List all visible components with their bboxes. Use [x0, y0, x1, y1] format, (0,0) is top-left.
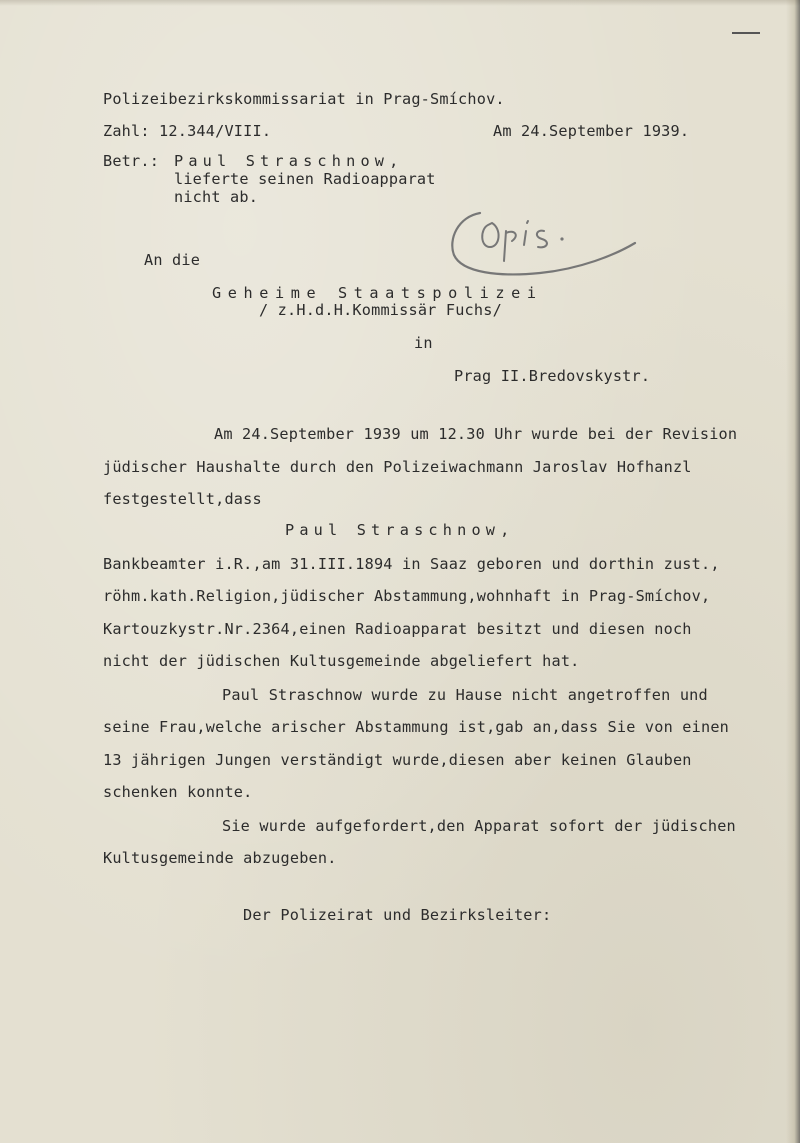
paper-edge-top	[0, 0, 800, 6]
body-line-3: festgestellt,dass	[103, 490, 262, 508]
pencil-annotation	[440, 195, 650, 285]
body-line-5: röhm.kath.Religion,jüdischer Abstammung,wohnhaft in Prag-Smíchov,	[103, 587, 711, 605]
body-line-9: seine Frau,welche arischer Abstammung ist,gab an,dass Sie von einen	[103, 718, 730, 736]
body-line-10: 13 jährigen Jungen verständigt wurde,diesen aber keinen Glauben	[103, 751, 692, 769]
reference-number: Zahl: 12.344/VIII.	[103, 122, 272, 140]
body-line-12: Sie wurde aufgefordert,den Apparat sofort der jüdischen	[222, 817, 736, 835]
body-line-13: Kultusgemeinde abzugeben.	[103, 849, 337, 867]
paper-edge-right	[786, 0, 800, 1143]
pencil-mark	[732, 32, 760, 34]
address-city: Prag II.Bredovskystr.	[454, 367, 651, 385]
subject-label: Betr.:	[103, 152, 160, 170]
body-line-4: Bankbeamter i.R.,am 31.III.1894 in Saaz geboren und dorthin zust.,	[103, 555, 720, 573]
subject-person-name: Paul Straschnow,	[285, 521, 515, 539]
address-to: An die	[144, 251, 201, 269]
subject-name: Paul Straschnow,	[174, 152, 404, 170]
body-line-6: Kartouzkystr.Nr.2364,einen Radioapparat besitzt und diesen noch	[103, 620, 692, 638]
subject-line-3: nicht ab.	[174, 188, 259, 206]
body-line-2: jüdischer Haushalte durch den Polizeiwachmann Jaroslav Hofhanzl	[103, 458, 692, 476]
subject-line-2: lieferte seinen Radioapparat	[174, 170, 436, 188]
address-organization: Geheime Staatspolizei	[212, 284, 543, 302]
body-line-1: Am 24.September 1939 um 12.30 Uhr wurde bei der Revision	[214, 425, 738, 443]
body-line-7: nicht der jüdischen Kultusgemeinde abgeliefert hat.	[103, 652, 580, 670]
office-heading: Polizeibezirkskommissariat in Prag-Smíchov.	[103, 90, 505, 108]
body-line-11: schenken konnte.	[103, 783, 253, 801]
closing-signature-line: Der Polizeirat und Bezirksleiter:	[243, 906, 552, 924]
address-in: in	[414, 334, 433, 352]
document-date: Am 24.September 1939.	[493, 122, 690, 140]
body-line-8: Paul Straschnow wurde zu Hause nicht angetroffen und	[222, 686, 708, 704]
address-attention: / z.H.d.H.Kommissär Fuchs/	[259, 301, 502, 319]
opis-signature-icon	[440, 195, 650, 285]
